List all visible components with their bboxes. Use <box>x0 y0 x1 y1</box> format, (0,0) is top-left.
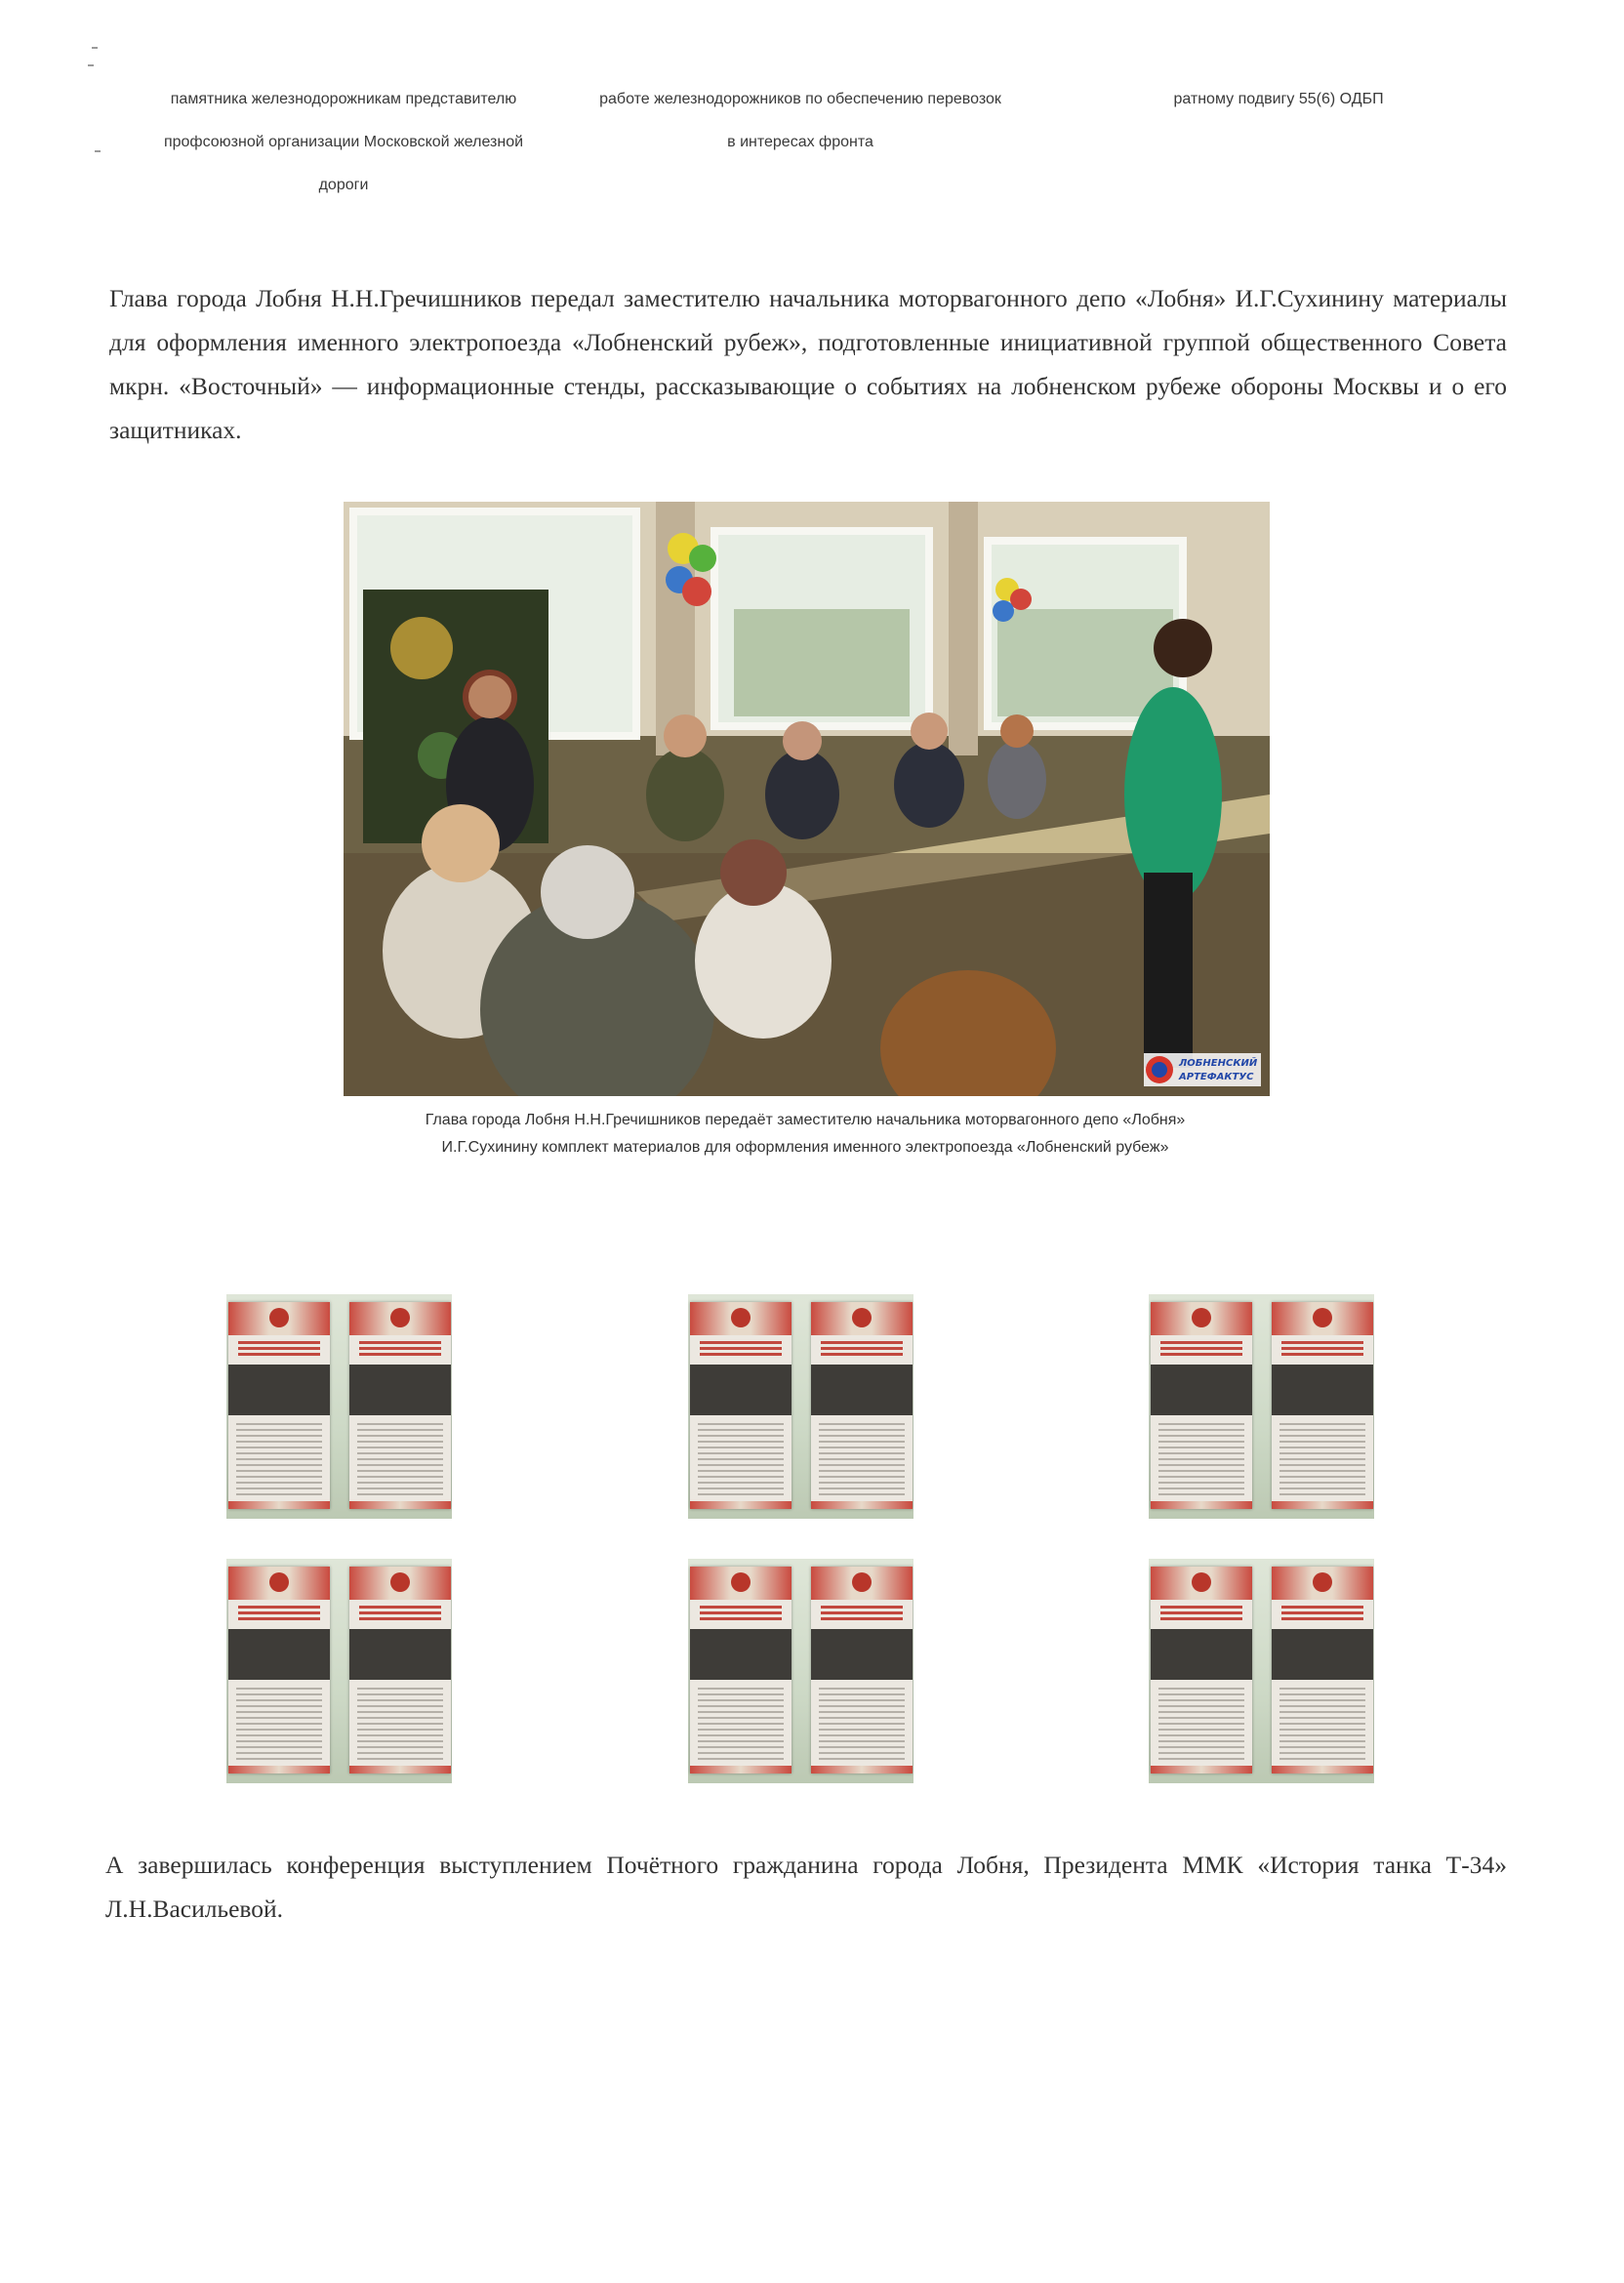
info-stands-photo <box>226 1559 452 1783</box>
scan-mark <box>95 150 101 152</box>
caption-line: в интересах фронта <box>727 134 873 150</box>
photo-caption <box>293 1107 1318 1162</box>
header-caption-col2 <box>566 78 1035 164</box>
info-stand <box>228 1567 330 1773</box>
info-stand <box>228 1302 330 1509</box>
scan-mark <box>92 47 98 49</box>
header-caption-col1 <box>129 78 558 207</box>
info-stands-photo <box>1149 1294 1374 1519</box>
caption-line: работе железнодорожников по обеспечению перевозок <box>599 91 1001 107</box>
info-stand <box>811 1567 913 1773</box>
body-paragraph-1: Глава города Лобня Н.Н.Гречишников передал заместителю начальника моторвагонного депо «Лобня» И.Г.Сухинину материалы для оформления именного электропоезда «Лобненский рубеж», подготовленные инициативной группой общественного Совета мкрн. «Восточный» — информационные стенды, рассказывающие о событиях на лобненском рубеже обороны Москвы и о его защитниках. <box>109 284 1507 444</box>
caption-line: ратному подвигу 55(6) ОДБП <box>1173 91 1384 107</box>
info-stand <box>690 1567 792 1773</box>
info-stands-photo <box>226 1294 452 1519</box>
info-stand <box>690 1302 792 1509</box>
info-stands-photo <box>1149 1559 1374 1783</box>
watermark-line1: ЛОБНЕНСКИЙ <box>1179 1058 1258 1069</box>
info-stand <box>1151 1302 1252 1509</box>
watermark-line2: АРТЕФАКТУС <box>1179 1072 1254 1082</box>
photo-caption-line1: Глава города Лобня Н.Н.Гречишников передаёт заместителю начальника моторвагонного депо «Лобня» <box>425 1112 1186 1128</box>
body-paragraph-2: А завершилась конференция выступлением Почётного гражданина города Лобня, Президента ММК «История танка Т-34» Л.Н.Васильевой. <box>105 1851 1507 1923</box>
caption-line: памятника железнодорожникам представителю <box>170 91 517 107</box>
info-stands-photo <box>688 1559 914 1783</box>
header-caption-col3 <box>1122 78 1435 121</box>
photo-caption-line2: И.Г.Сухинину комплект материалов для оформления именного электропоезда «Лобненский рубеж» <box>441 1139 1169 1156</box>
info-stand <box>811 1302 913 1509</box>
caption-line: дороги <box>318 177 369 193</box>
info-stand <box>349 1567 451 1773</box>
info-stand <box>1151 1567 1252 1773</box>
scan-mark <box>88 64 94 66</box>
conference-photo <box>344 502 1270 1096</box>
info-stand <box>1272 1302 1373 1509</box>
info-stand <box>1272 1567 1373 1773</box>
caption-line: профсоюзной организации Московской железной <box>163 134 524 150</box>
info-stands-photo <box>688 1294 914 1519</box>
info-stand <box>349 1302 451 1509</box>
